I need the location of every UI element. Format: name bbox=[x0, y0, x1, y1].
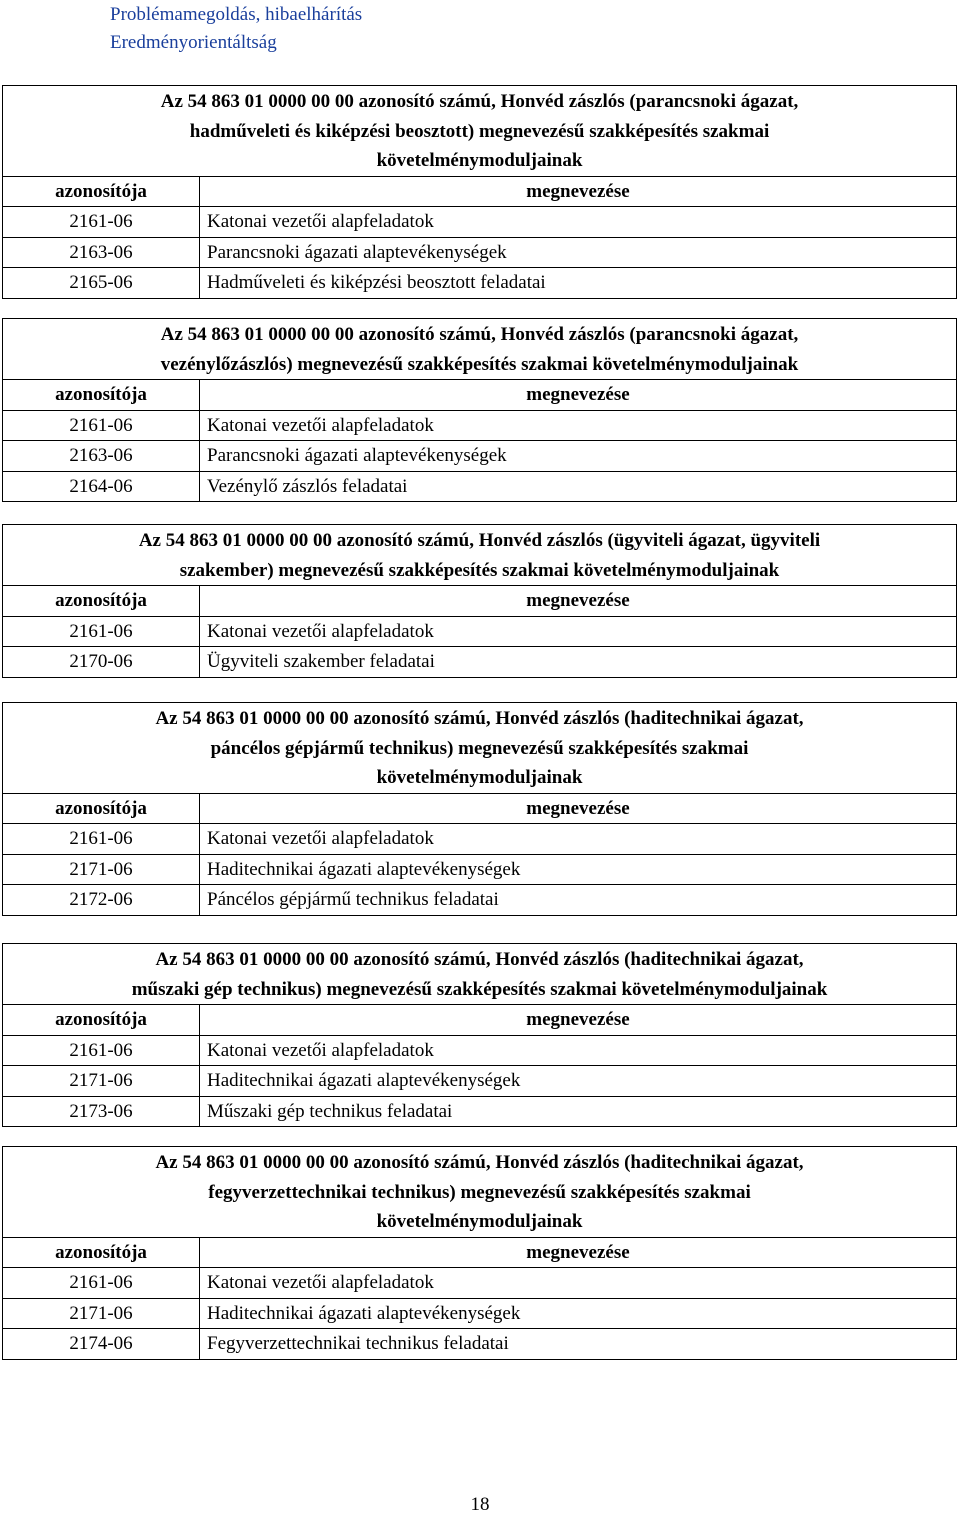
block-title-line: Az 54 863 01 0000 00 00 azonosító számú, Honvéd zászlós (haditechnikai ágazat, bbox=[155, 1152, 804, 1173]
table-row bbox=[3, 854, 956, 885]
table-row bbox=[3, 616, 956, 647]
block-title bbox=[3, 1147, 956, 1237]
module-table-header bbox=[3, 176, 956, 207]
module-code: 2161-06 bbox=[3, 410, 200, 441]
block-title bbox=[3, 525, 956, 585]
block-title-line: páncélos gépjármű technikus) megnevezésű szakképesítés szakmai bbox=[210, 737, 749, 759]
column-header-code: azonosítója bbox=[3, 793, 200, 824]
qualification-block bbox=[2, 943, 957, 1127]
module-code: 2161-06 bbox=[3, 207, 200, 238]
module-table bbox=[3, 585, 956, 677]
table-row bbox=[3, 647, 956, 677]
module-table bbox=[3, 176, 956, 298]
block-title bbox=[3, 86, 956, 176]
module-code: 2163-06 bbox=[3, 441, 200, 472]
module-code: 2161-06 bbox=[3, 1035, 200, 1066]
module-name: Parancsnoki ágazati alaptevékenységek bbox=[200, 441, 957, 472]
module-code: 2172-06 bbox=[3, 885, 200, 915]
module-code: 2174-06 bbox=[3, 1329, 200, 1359]
module-code: 2163-06 bbox=[3, 237, 200, 268]
header-line-2: Eredményorientáltság bbox=[110, 32, 277, 53]
module-code: 2173-06 bbox=[3, 1096, 200, 1126]
column-header-name: megnevezése bbox=[200, 586, 957, 617]
module-table bbox=[3, 793, 956, 915]
module-name: Páncélos gépjármű technikus feladatai bbox=[200, 885, 957, 915]
block-title-line: Az 54 863 01 0000 00 00 azonosító számú, Honvéd zászlós (parancsnoki ágazat, bbox=[160, 324, 799, 345]
block-title-line: Az 54 863 01 0000 00 00 azonosító számú, Honvéd zászlós (haditechnikai ágazat, bbox=[155, 949, 804, 970]
module-code: 2171-06 bbox=[3, 854, 200, 885]
table-row bbox=[3, 441, 956, 472]
header-line-1: Problémamegoldás, hibaelhárítás bbox=[110, 4, 363, 25]
block-title-line: Az 54 863 01 0000 00 00 azonosító számú, Honvéd zászlós (ügyviteli ágazat, ügyviteli bbox=[138, 530, 821, 551]
module-code: 2170-06 bbox=[3, 647, 200, 677]
module-code: 2161-06 bbox=[3, 824, 200, 855]
column-header-name: megnevezése bbox=[200, 793, 957, 824]
module-code: 2171-06 bbox=[3, 1298, 200, 1329]
qualification-block bbox=[2, 1146, 957, 1360]
module-name: Haditechnikai ágazati alaptevékenységek bbox=[200, 1298, 957, 1329]
module-code: 2171-06 bbox=[3, 1066, 200, 1097]
block-title-line: vezénylőzászlós) megnevezésű szakképesítés szakmai követelménymoduljainak bbox=[160, 353, 799, 375]
module-name: Parancsnoki ágazati alaptevékenységek bbox=[200, 237, 957, 268]
table-row bbox=[3, 1268, 956, 1299]
module-table bbox=[3, 1237, 956, 1359]
module-name: Katonai vezetői alapfeladatok bbox=[200, 1035, 957, 1066]
block-title-line: követelménymoduljainak bbox=[376, 1211, 583, 1233]
module-name: Vezénylő zászlós feladatai bbox=[200, 471, 957, 501]
module-table-header bbox=[3, 1237, 956, 1268]
column-header-name: megnevezése bbox=[200, 380, 957, 411]
column-header-name: megnevezése bbox=[200, 176, 957, 207]
block-title-line: műszaki gép technikus) megnevezésű szakképesítés szakmai követelménymoduljainak bbox=[131, 978, 828, 1000]
module-name: Műszaki gép technikus feladatai bbox=[200, 1096, 957, 1126]
table-row bbox=[3, 885, 956, 915]
block-title bbox=[3, 319, 956, 379]
module-code: 2161-06 bbox=[3, 1268, 200, 1299]
page-header bbox=[110, 1, 362, 57]
qualification-block bbox=[2, 318, 957, 502]
block-title-line: Az 54 863 01 0000 00 00 azonosító számú, Honvéd zászlós (parancsnoki ágazat, bbox=[160, 91, 799, 112]
qualification-block bbox=[2, 524, 957, 678]
table-row bbox=[3, 1298, 956, 1329]
module-name: Haditechnikai ágazati alaptevékenységek bbox=[200, 854, 957, 885]
column-header-code: azonosítója bbox=[3, 1005, 200, 1036]
module-name: Katonai vezetői alapfeladatok bbox=[200, 410, 957, 441]
table-row bbox=[3, 410, 956, 441]
module-table bbox=[3, 379, 956, 501]
table-row bbox=[3, 1066, 956, 1097]
module-name: Fegyverzettechnikai technikus feladatai bbox=[200, 1329, 957, 1359]
module-name: Ügyviteli szakember feladatai bbox=[200, 647, 957, 677]
table-row bbox=[3, 268, 956, 298]
page-number: 18 bbox=[470, 1494, 490, 1515]
module-table-header bbox=[3, 380, 956, 411]
table-row bbox=[3, 237, 956, 268]
block-title-line: követelménymoduljainak bbox=[376, 767, 583, 789]
module-table-header bbox=[3, 1005, 956, 1036]
table-row bbox=[3, 1096, 956, 1126]
block-title-line: szakember) megnevezésű szakképesítés szakmai követelménymoduljainak bbox=[179, 559, 780, 581]
column-header-code: azonosítója bbox=[3, 1237, 200, 1268]
column-header-code: azonosítója bbox=[3, 586, 200, 617]
module-name: Katonai vezetői alapfeladatok bbox=[200, 824, 957, 855]
qualification-block bbox=[2, 702, 957, 916]
column-header-name: megnevezése bbox=[200, 1005, 957, 1036]
module-code: 2164-06 bbox=[3, 471, 200, 501]
table-row bbox=[3, 1329, 956, 1359]
module-name: Haditechnikai ágazati alaptevékenységek bbox=[200, 1066, 957, 1097]
block-title-line: Az 54 863 01 0000 00 00 azonosító számú, Honvéd zászlós (haditechnikai ágazat, bbox=[155, 708, 804, 729]
module-code: 2165-06 bbox=[3, 268, 200, 298]
module-name: Katonai vezetői alapfeladatok bbox=[200, 616, 957, 647]
block-title-line: fegyverzettechnikai technikus) megnevezésű szakképesítés szakmai bbox=[208, 1181, 751, 1203]
block-title bbox=[3, 703, 956, 793]
module-table-header bbox=[3, 586, 956, 617]
column-header-code: azonosítója bbox=[3, 176, 200, 207]
table-row bbox=[3, 207, 956, 238]
module-name: Katonai vezetői alapfeladatok bbox=[200, 207, 957, 238]
block-title-line: hadműveleti és kiképzési beosztott) megnevezésű szakképesítés szakmai bbox=[189, 120, 770, 142]
table-row bbox=[3, 471, 956, 501]
block-title-line: követelménymoduljainak bbox=[376, 150, 583, 172]
table-row bbox=[3, 824, 956, 855]
module-code: 2161-06 bbox=[3, 616, 200, 647]
module-table bbox=[3, 1004, 956, 1126]
table-row bbox=[3, 1035, 956, 1066]
block-title bbox=[3, 944, 956, 1004]
module-name: Hadműveleti és kiképzési beosztott feladatai bbox=[200, 268, 957, 298]
column-header-name: megnevezése bbox=[200, 1237, 957, 1268]
column-header-code: azonosítója bbox=[3, 380, 200, 411]
module-name: Katonai vezetői alapfeladatok bbox=[200, 1268, 957, 1299]
qualification-block bbox=[2, 85, 957, 299]
module-table-header bbox=[3, 793, 956, 824]
